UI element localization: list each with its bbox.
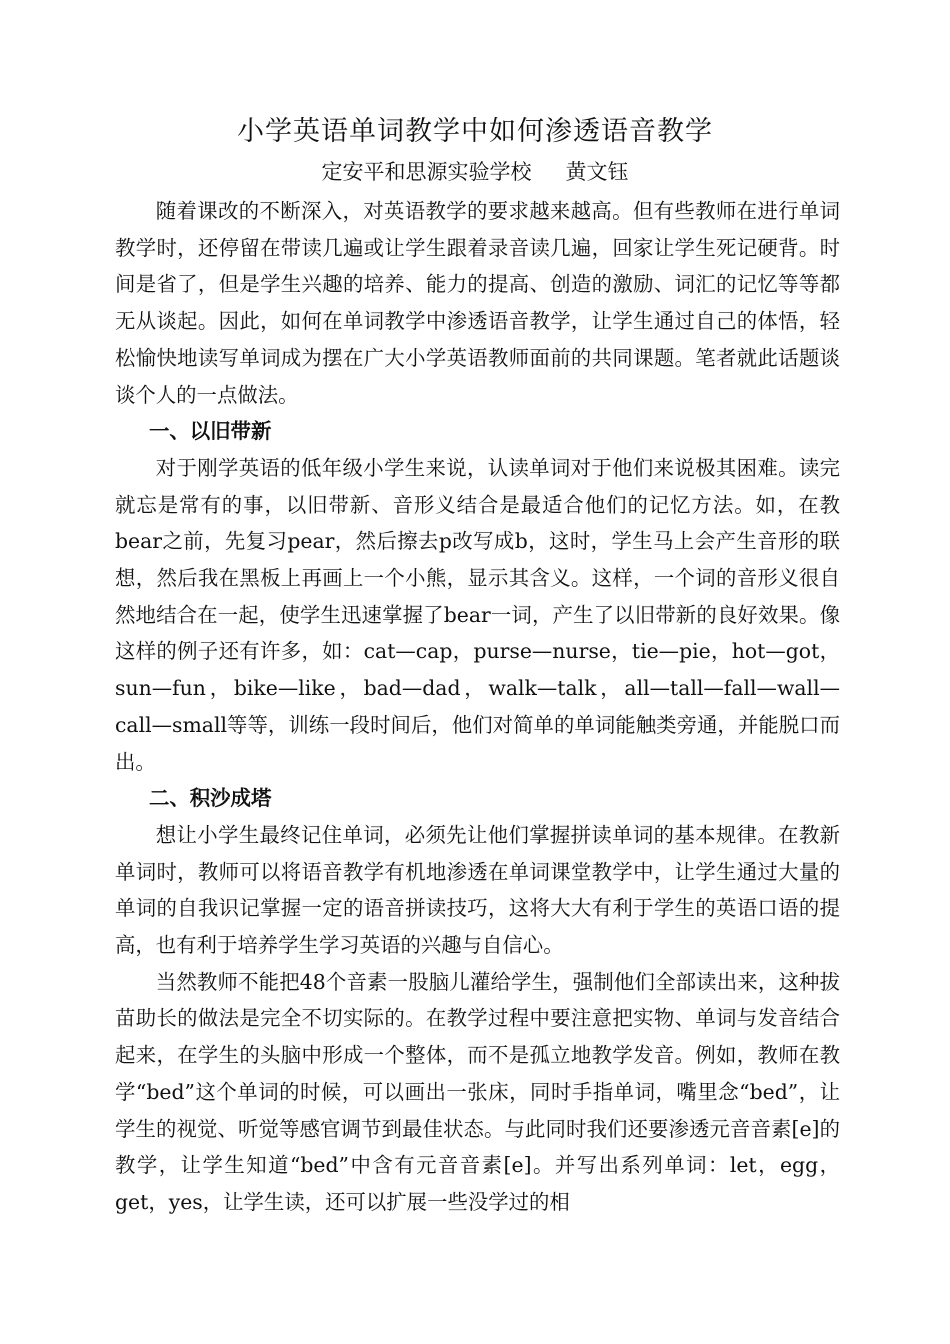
byline — [115, 156, 835, 188]
section-1-paragraph: 对于刚学英语的低年级小学生来说，认读单词对于他们来说极其困难。读完就忘是常有的事，以旧带新、音形义结合是最适合他们的记忆方法。如，在教bear之前，先复习pear，然后擦去p改写成b，这时，学生马上会产生音形的联想，然后我在黑板上再画上一个小熊，显示其含义。这样，一个词的音形义很自然地结合在一起，使学生迅速掌握了bear一词，产生了以旧带新的良好效果。像这样的例子还有许多，如：cat—cap，purse—nurse，tie—pie，hot—got，sun—fun，bike—like，bad—dad，walk—talk，all—tall—fall—wall—call—small等等，训练一段时间后，他们对简单的单词能触类旁通，并能脱口而出。 — [115, 455, 840, 774]
section-heading-1: 一、以旧带新 — [149, 419, 272, 444]
author-name: 黄文钰 — [565, 160, 629, 184]
document-title: 小学英语单词教学中如何渗透语音教学 — [237, 116, 713, 147]
intro-paragraph: 随着课改的不断深入，对英语教学的要求越来越高。但有些教师在进行单词教学时，还停留在带读几遍或让学生跟着录音读几遍，回家让学生死记硬背。时间是省了，但是学生兴趣的培养、能力的提高、创造的激励、词汇的记忆等等都无从谈起。因此，如何在单词教学中渗透语音教学，让学生通过自己的体悟，轻松愉快地读写单词成为摆在广大小学英语教师面前的共同课题。笔者就此话题谈谈个人的一点做法。 — [115, 199, 840, 407]
section-2-paragraph-1: 想让小学生最终记住单词，必须先让他们掌握拼读单词的基本规律。在教新单词时，教师可以将语音教学有机地渗透在单词课堂教学中，让学生通过大量的单词的自我识记掌握一定的语音拼读技巧，这将大大有利于学生的英语口语的提高，也有利于培养学生学习英语的兴趣与自信心。 — [115, 822, 840, 958]
article-body — [115, 193, 840, 1221]
section-heading-2: 二、积沙成塔 — [149, 786, 272, 811]
school-name: 定安平和思源实验学校 — [321, 160, 532, 184]
section-2-paragraph-2: 当然教师不能把48个音素一股脑儿灌给学生，强制他们全部读出来，这种拔苗助长的做法是完全不切实际的。在教学过程中要注意把实物、单词与发音结合起来，在学生的头脑中形成一个整体，而不是孤立地教学发音。例如，教师在教学“bed”这个单词的时候，可以画出一张床，同时手指单词，嘴里念“bed”，让学生的视觉、听觉等感官调节到最佳状态。与此同时我们还要渗透元音音素[e]的教学，让学生知道“bed”中含有元音音素[e]。并写出系列单词：let，egg，get，yes，让学生读，还可以扩展一些没学过的相 — [115, 969, 840, 1214]
